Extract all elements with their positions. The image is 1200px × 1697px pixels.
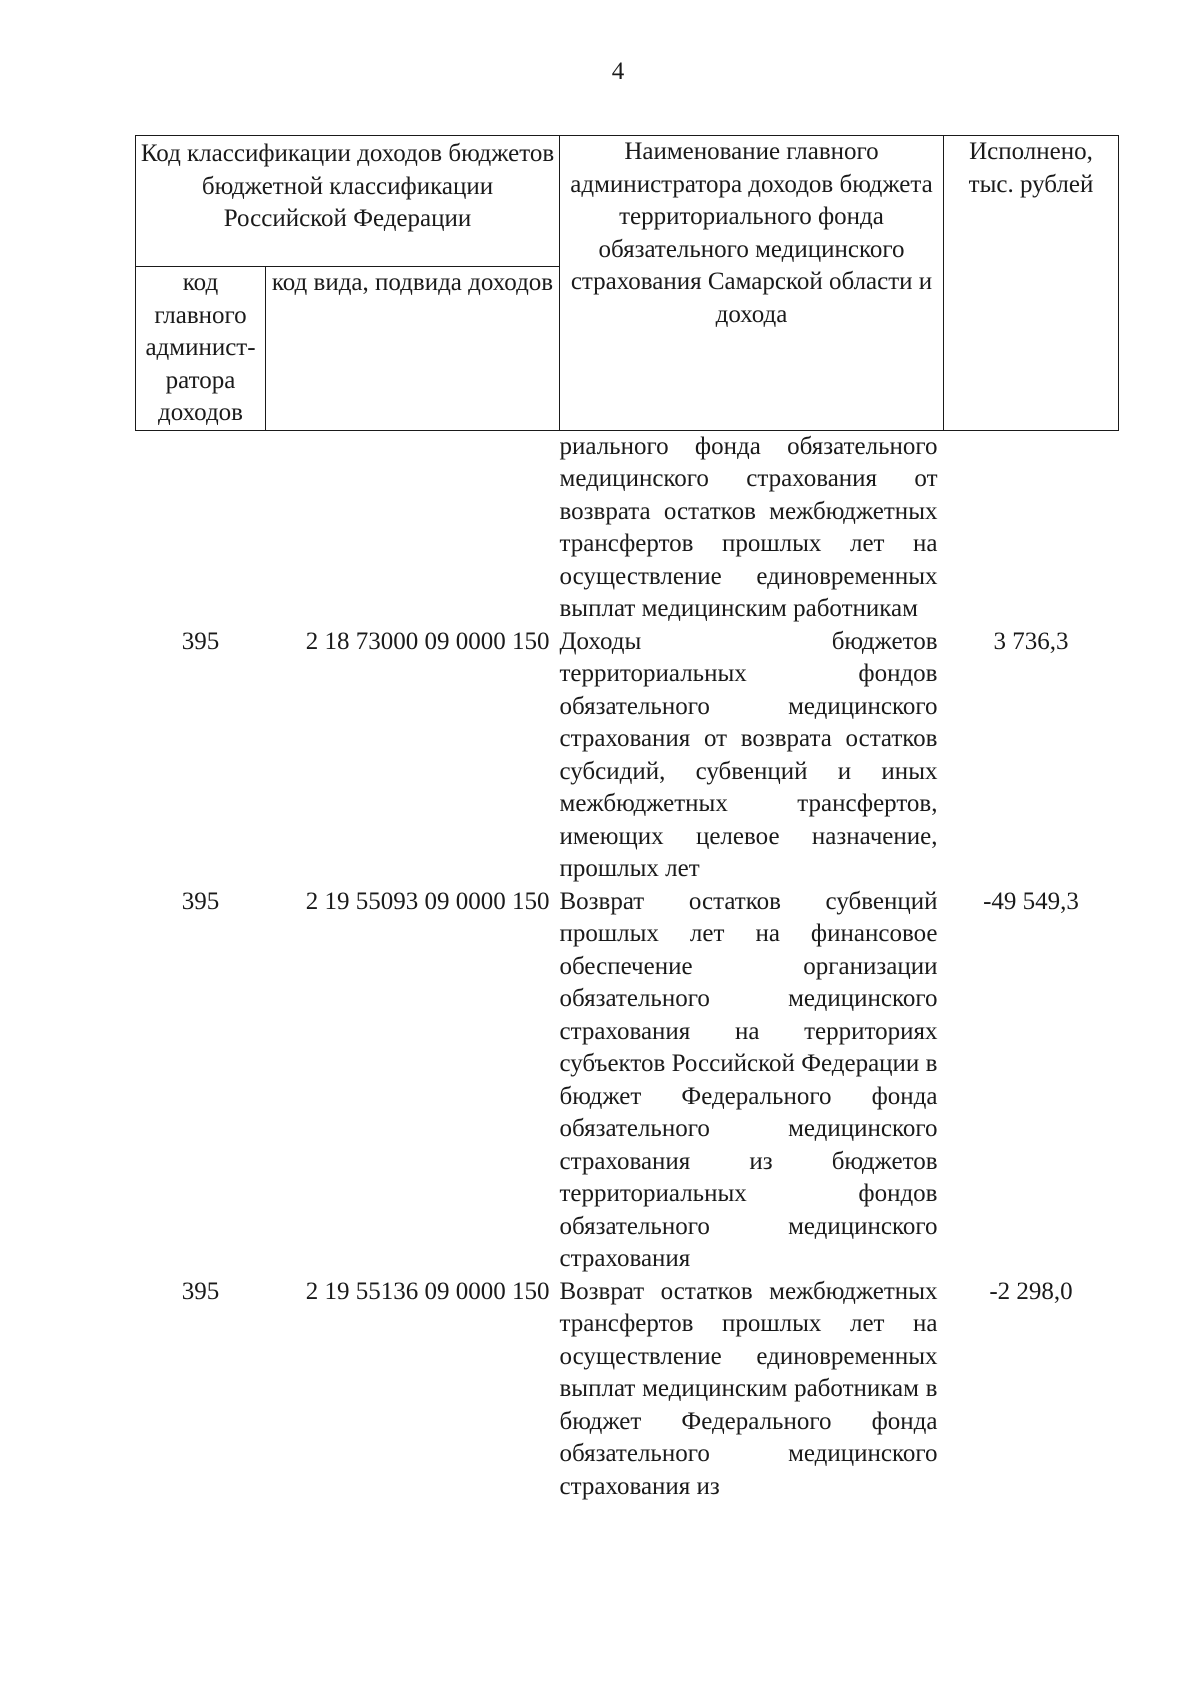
header-type-code: код вида, подвида доходов: [266, 267, 560, 431]
income-name-cell: Возврат остатков межбюджетных трансфертов прошлых лет на осуществление единовременных выплат медицинским работникам в бюджет Федерального фонда обязательного медицинского страхования из: [559, 1277, 938, 1500]
table-row: [136, 626, 1119, 886]
admin-code-cell: 395: [181, 887, 220, 915]
amount-cell: 3 736,3: [993, 627, 1069, 655]
income-name-cell: Возврат остатков субвенций прошлых лет на финансовое обеспечение организации обязательного медицинского страхования на территориях субъектов Российской Федерации в бюджет Федерального фонда обязательного медицинского страхования из бюджетов территориальных фондов обязательного медицинского страхования: [559, 887, 938, 1272]
header-administrator-name: Наименование главного администратора доходов бюджета территориального фонда обязательного медицинского страхования Самарской области и дохода: [560, 136, 944, 431]
amount-cell: [944, 430, 1119, 626]
header-admin-code: код главного админист-ратора доходов: [136, 267, 266, 431]
admin-code-cell: [136, 430, 266, 626]
table-body: [136, 430, 1119, 1503]
header-classification-code: Код классификации доходов бюджетов бюджетной классификации Российской Федерации: [136, 136, 560, 267]
type-code-cell: 2 19 55093 09 0000 150: [305, 887, 550, 915]
income-name-cell: риального фонда обязательного медицинского страхования от возврата остатков межбюджетных трансфертов прошлых лет на осуществление единовременных выплат медицинским работникам: [559, 432, 938, 622]
table-row: [136, 430, 1119, 626]
revenue-table: [135, 135, 1119, 1503]
table-header: [136, 136, 1119, 431]
header-amount: Исполнено, тыс. рублей: [944, 136, 1119, 431]
type-code-cell: 2 19 55136 09 0000 150: [305, 1277, 550, 1305]
type-code-cell: 2 18 73000 09 0000 150: [305, 627, 550, 655]
income-name-cell: Доходы бюджетов территориальных фондов обязательного медицинского страхования от возврата остатков субсидий, субвенций и иных межбюджетных трансфертов, имеющих целевое назначение, прошлых лет: [559, 627, 938, 882]
table-row: [136, 886, 1119, 1276]
admin-code-cell: 395: [181, 1277, 220, 1305]
amount-cell: -2 298,0: [989, 1277, 1073, 1305]
type-code-cell: [266, 430, 560, 626]
admin-code-cell: 395: [181, 627, 220, 655]
amount-cell: -49 549,3: [983, 887, 1079, 915]
page-number: 4: [611, 58, 625, 85]
table-row: [136, 1276, 1119, 1504]
